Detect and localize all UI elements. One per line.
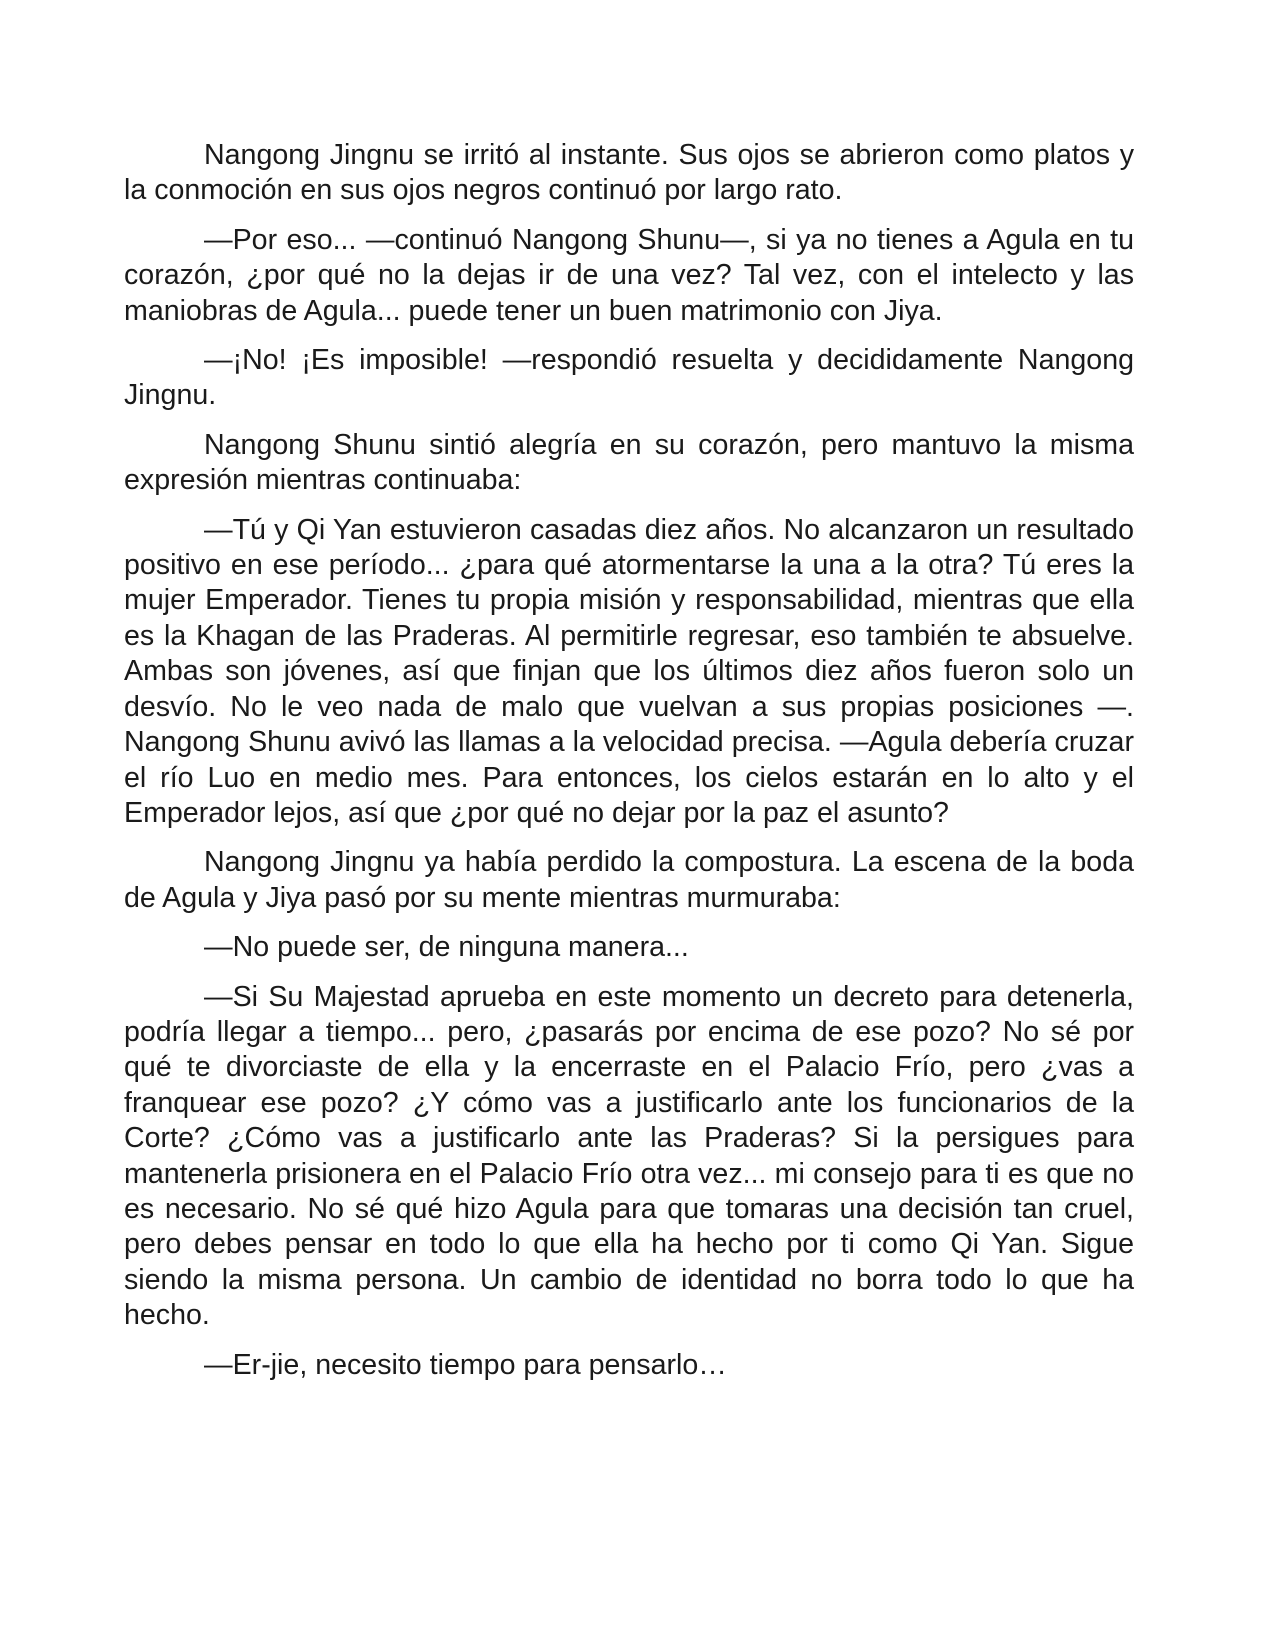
- paragraph-8: —Si Su Majestad aprueba en este momento un decreto para detenerla, podría llegar a tiempo... pero, ¿pasarás por encima de ese pozo? No sé por qué te divorciaste de ella y la encerraste en el Palacio Frío, pero ¿vas a franquear ese pozo? ¿Y cómo vas a justificarlo ante los funcionarios de la Corte? ¿Cómo vas a justificarlo ante las Praderas? Si la persigues para mantenerla prisionera en el Palacio Frío otra vez... mi consejo para ti es que no es necesario. No sé qué hizo Agula para que tomaras una decisión tan cruel, pero debes pensar en todo lo que ella ha hecho por ti como Qi Yan. Sigue siendo la misma persona. Un cambio de identidad no borra todo lo que ha hecho.: [124, 980, 1134, 1332]
- paragraph-4: Nangong Shunu sintió alegría en su corazón, pero mantuvo la misma expresión mientras continuaba:: [124, 428, 1134, 497]
- paragraph-1: Nangong Jingnu se irritó al instante. Sus ojos se abrieron como platos y la conmoción en sus ojos negros continuó por largo rato.: [124, 139, 1134, 207]
- paragraph-5: —Tú y Qi Yan estuvieron casadas diez años. No alcanzaron un resultado positivo en ese período... ¿para qué atormentarse la una a la otra? Tú eres la mujer Emperador. Tienes tu propia misión y responsabilidad, mientras que ella es la Khagan de las Praderas. Al permitirle regresar, eso también te absuelve. Ambas son jóvenes, así que finjan que los últimos diez años fueron solo un desvío. No le veo nada de malo que vuelvan a sus propias posiciones —. Nangong Shunu avivó las llamas a la velocidad precisa. —Agula debería cruzar el río Luo en medio mes. Para entonces, los cielos estarán en lo alto y el Emperador lejos, así que ¿por qué no dejar por la paz el asunto?: [124, 513, 1134, 829]
- paragraph-7: —No puede ser, de ninguna manera...: [204, 931, 689, 964]
- paragraph-2: —Por eso... —continuó Nangong Shunu—, si ya no tienes a Agula en tu corazón, ¿por qué no la dejas ir de una vez? Tal vez, con el intelecto y las maniobras de Agula... puede tener un buen matrimonio con Jiya.: [124, 223, 1134, 327]
- paragraph-3: —¡No! ¡Es imposible! —respondió resuelta y decididamente Nangong Jingnu.: [124, 344, 1134, 412]
- document-page: [124, 138, 1134, 1397]
- paragraph-6: Nangong Jingnu ya había perdido la compostura. La escena de la boda de Agula y Jiya pasó por su mente mientras murmuraba:: [124, 846, 1134, 914]
- paragraph-9: —Er-jie, necesito tiempo para pensarlo…: [204, 1348, 727, 1381]
